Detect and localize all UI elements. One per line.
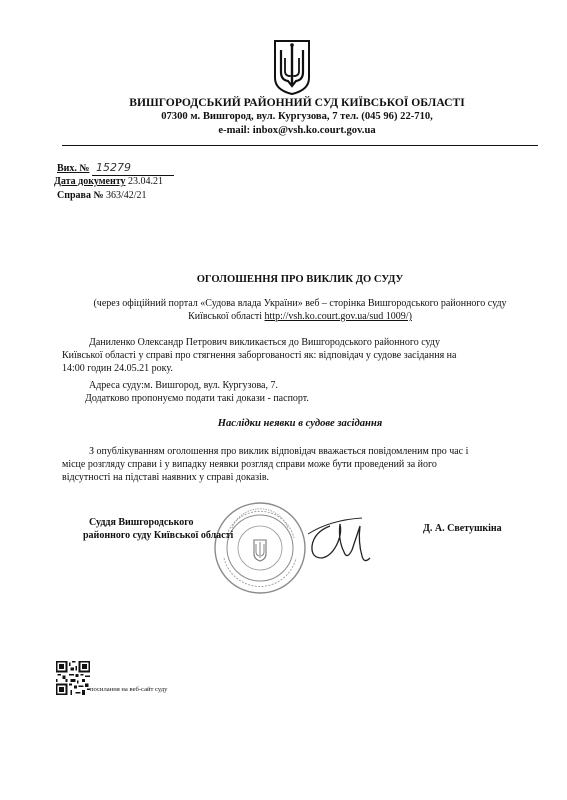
notice-title: ОГОЛОШЕННЯ ПРО ВИКЛИК ДО СУДУ	[196, 274, 404, 285]
outgoing-label: Вих. №	[57, 163, 90, 174]
summons-line-3: 14:00 годин 24.05.21 року.	[62, 363, 173, 374]
portal-line-1: (через офіційний портал «Судова влада України» веб – сторінка Вишгородського районного суду	[93, 298, 507, 309]
consequences-line-2: місце розгляду справи і у випадку неявки розгляд справи може бути проведений за його	[62, 459, 437, 470]
summons-line-1: Даниленко Олександр Петрович викликається до Вишгородського районного суду	[89, 337, 441, 348]
outgoing-number-row	[57, 162, 257, 176]
judge-name: Д. А. Светушкіна	[423, 523, 502, 534]
header-divider	[62, 145, 538, 146]
court-email: e-mail: inbox@vsh.ko.court.gov.ua	[218, 125, 376, 136]
case-label: Справа №	[57, 190, 104, 201]
consequences-title: Наслідки неявки в судове засідання	[217, 418, 383, 429]
consequences-line-3: відсутності на підставі наявних у справі доказів.	[62, 472, 270, 483]
outgoing-number: 15279	[92, 162, 174, 176]
evidence-line: Додатково пропонуємо подати такі докази - паспорт.	[85, 393, 309, 404]
doc-date-value: 23.04.21	[128, 176, 163, 187]
judge-title-line-1: Суддя Вишгородського	[89, 517, 194, 528]
doc-date-label: Дата документу	[54, 176, 126, 187]
doc-date-row	[54, 176, 254, 189]
consequences-line-1: З опублікуванням оголошення про виклик відповідач вважається повідомленим про час і	[89, 446, 469, 457]
portal-link[interactable]: http://vsh.ko.court.gov.ua/sud 1009/)	[264, 311, 412, 322]
case-value: 363/42/21	[106, 190, 147, 201]
coat-of-arms-icon	[272, 38, 312, 96]
court-address-line: Адреса суду:м. Вишгород, вул. Кургузова, 7.	[89, 380, 278, 391]
court-name: ВИШГОРОДСЬКИЙ РАЙОННИЙ СУД КИЇВСЬКОЇ ОБЛАСТІ	[129, 96, 465, 109]
portal-line-2	[50, 311, 550, 324]
signature-icon	[300, 512, 380, 570]
court-address: 07300 м. Вишгород, вул. Кургузова, 7 тел. (045 96) 22-710,	[161, 111, 433, 122]
summons-line-2: Київської області у справі про стягнення заборгованості як: відповідач у судове засідання на	[62, 350, 457, 361]
case-row	[57, 190, 257, 203]
judge-title-line-2: районного суду Київської області	[83, 530, 234, 541]
qr-caption: посилання на веб-сайт суду	[90, 686, 168, 693]
court-seal-icon	[212, 500, 308, 596]
qr-code-icon[interactable]	[56, 661, 90, 695]
portal-prefix: Київської області	[188, 311, 263, 322]
